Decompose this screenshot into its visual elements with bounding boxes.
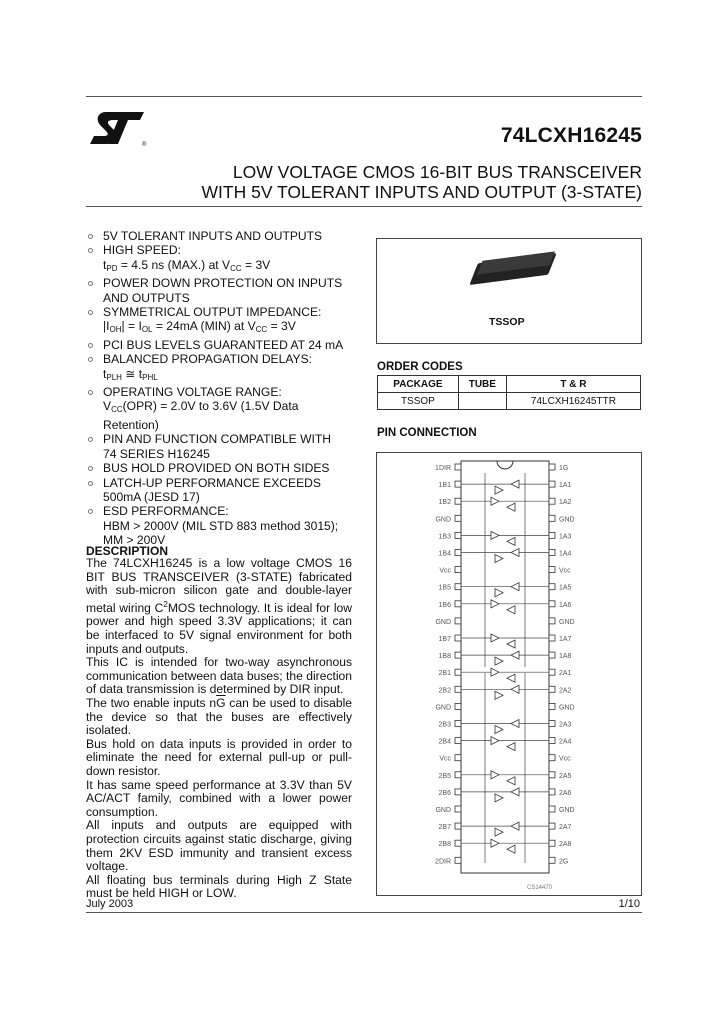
pin-right xyxy=(549,772,555,778)
pin-label-right: 2A5 xyxy=(559,772,572,780)
buffer-triangle xyxy=(507,606,515,614)
pin-right xyxy=(549,703,555,709)
order-codes-title: ORDER CODES xyxy=(377,361,463,373)
pin-right xyxy=(549,789,555,795)
buffer-triangle xyxy=(495,726,503,734)
feature-item: PCI BUS LEVELS GUARANTEED AT 24 mA xyxy=(88,338,368,352)
footer-rule xyxy=(86,912,642,913)
pin-label-right: GND xyxy=(559,618,575,626)
pin-left xyxy=(455,721,461,727)
buffer-triangle xyxy=(491,600,499,608)
pin-label-left: 2B7 xyxy=(438,824,451,832)
feature-item: LATCH-UP PERFORMANCE EXCEEDS 500mA (JESD 17) xyxy=(88,476,368,505)
subtitle-line-2: WITH 5V TOLERANT INPUTS AND OUTPUT (3-STATE) xyxy=(201,182,642,202)
description-body: The 74LCXH16245 is a low voltage CMOS 16 BIT BUS TRANSCEIVER (3-STATE) fabricated with sub-micron silicon gate and double-layer metal wiring $C^2MOS$ technology. It is ideal for low power and high speed 3.3V applications; it can be interfaced to 5V signal environment for both inputs and outputs. This IC is intended for two-way asynchronous communication between data buses; the direction of data transmission is determined by DIR input. The two enable inputs $n\overline{G}$ can be used to disable the device so that the buses are effectively isolated. Bus hold on data inputs is provided in order to eliminate the need for external pull-up or pull-down resistor. It has same speed performance at 3.3V than 5V AC/ACT family, combined with a lower power consumption. All inputs and outputs are equipped with protection circuits against static discharge, giving them 2KV ESD immunity and transient excess voltage. All floating bus terminals during High Z State must be held HIGH or LOW. xyxy=(86,556,352,901)
buffer-triangle xyxy=(507,674,515,682)
feature-item: HIGH SPEED: tPD = 4.5 ns (MAX.) at VCC = 3V xyxy=(88,243,368,276)
pin-label-right: 2A3 xyxy=(559,721,572,729)
pin-left xyxy=(455,789,461,795)
title-rule xyxy=(86,206,642,207)
ic-body xyxy=(461,461,549,873)
top-rule xyxy=(86,96,642,97)
buffer-triangle xyxy=(495,589,503,597)
feature-item: SYMMETRICAL OUTPUT IMPEDANCE: |IOH| = IOL = 24mA (MIN) at VCC = 3V xyxy=(88,305,368,338)
pin-label-right: 2A4 xyxy=(559,738,572,746)
pin-label-left: 1B7 xyxy=(438,636,451,643)
pin-left xyxy=(455,498,461,504)
pin-right xyxy=(549,686,555,692)
pin-label-left: 2B1 xyxy=(438,670,451,678)
pin-label-right: 2A8 xyxy=(559,841,572,849)
pin-label-right: 1A2 xyxy=(559,499,572,507)
buffer-triangle xyxy=(507,777,515,785)
order-header: PACKAGE xyxy=(378,376,459,393)
pin-label-right: 2A2 xyxy=(559,687,572,695)
buffer-triangle xyxy=(495,691,503,699)
buffer-triangle xyxy=(511,822,519,830)
pin-right xyxy=(549,823,555,829)
footer-date: July 2003 xyxy=(86,898,134,910)
pin-connection-box xyxy=(376,452,642,896)
buffer-triangle xyxy=(511,583,519,591)
pin-label-right: Vcc xyxy=(559,567,571,575)
pin-right xyxy=(549,721,555,727)
pin-label-right: 1A5 xyxy=(559,584,572,592)
pin-right xyxy=(549,652,555,658)
buffer-triangle xyxy=(511,720,519,728)
pin-left xyxy=(455,772,461,778)
pin-label-right: 1G xyxy=(559,465,569,472)
feature-item: OPERATING VOLTAGE RANGE: VCC(OPR) = 2.0V to 3.6V (1.5V Data Retention) xyxy=(88,385,368,432)
pin-label-right: 1A4 xyxy=(559,550,572,558)
pin-label-left: 1B8 xyxy=(438,653,451,661)
pin-label-left: 1B5 xyxy=(438,584,451,592)
pin-right xyxy=(549,498,555,504)
pin-label-left: 2B3 xyxy=(438,721,451,729)
pin-label-left: 1B2 xyxy=(438,499,451,507)
buffer-triangle xyxy=(507,845,515,853)
pin-label-right: GND xyxy=(559,516,575,524)
pin-label-right: 1A6 xyxy=(559,601,572,609)
buffer-triangle xyxy=(507,537,515,545)
pin-left xyxy=(455,669,461,675)
buffer-triangle xyxy=(511,651,519,659)
pin-label-left: GND xyxy=(435,704,451,712)
pin-label-left: 2B6 xyxy=(438,789,451,797)
buffer-triangle xyxy=(491,531,499,539)
pin-label-right: 2A1 xyxy=(559,670,572,678)
buffer-triangle xyxy=(491,497,499,505)
pin-label-left: Vcc xyxy=(439,567,451,575)
pin-right xyxy=(549,601,555,607)
pin-label-right: 1A3 xyxy=(559,533,572,541)
pin-connection-title: PIN CONNECTION xyxy=(377,427,477,439)
pin-right xyxy=(549,481,555,487)
pin-left xyxy=(455,806,461,812)
svg-text:®: ® xyxy=(142,142,147,148)
buffer-triangle xyxy=(491,771,499,779)
pin-label-left: 1DIR xyxy=(435,465,451,472)
pin-label-left: 1B6 xyxy=(438,601,451,609)
pin-left xyxy=(455,857,461,863)
buffer-triangle xyxy=(491,634,499,642)
pin-right xyxy=(549,532,555,538)
pin-label-right: 2A6 xyxy=(559,789,572,797)
pin-right xyxy=(549,738,555,744)
feature-item: 5V TOLERANT INPUTS AND OUTPUTS xyxy=(88,229,368,243)
buffer-triangle xyxy=(511,480,519,488)
order-cell: 74LCXH16245TTR xyxy=(506,393,640,410)
pin-label-right: Vcc xyxy=(559,755,571,763)
pin-connection-diagram xyxy=(377,453,641,895)
pin-right xyxy=(549,635,555,641)
buffer-triangle xyxy=(507,743,515,751)
package-label: TSSOP xyxy=(489,316,525,328)
pin-left xyxy=(455,652,461,658)
buffer-triangle xyxy=(495,555,503,563)
order-header: T & R xyxy=(506,376,640,393)
pin-right xyxy=(549,567,555,573)
feature-item: BALANCED PROPAGATION DELAYS: tPLH ≅ tPHL xyxy=(88,352,368,385)
pin-left xyxy=(455,532,461,538)
pin-right xyxy=(549,755,555,761)
pin-label-left: 2B2 xyxy=(438,687,451,695)
pin-label-right: GND xyxy=(559,704,575,712)
pin-label-right: 2A7 xyxy=(559,824,572,832)
pin-left xyxy=(455,686,461,692)
buffer-triangle xyxy=(507,640,515,648)
buffer-triangle xyxy=(511,685,519,693)
pin-right xyxy=(549,618,555,624)
pin-left xyxy=(455,601,461,607)
pin-left xyxy=(455,515,461,521)
pin-label-left: 1B3 xyxy=(438,533,451,541)
buffer-triangle xyxy=(495,794,503,802)
pin-label-right: 1A7 xyxy=(559,636,572,643)
ic-notch xyxy=(497,461,513,469)
pin-right xyxy=(549,584,555,590)
buffer-triangle xyxy=(495,486,503,494)
pin-label-right: 1A1 xyxy=(559,482,572,490)
pin-label-left: Vcc xyxy=(439,755,451,763)
pin-left xyxy=(455,481,461,487)
pin-label-left: 2DIR xyxy=(435,858,451,866)
pin-right xyxy=(549,857,555,863)
pin-label-left: 2B5 xyxy=(438,772,451,780)
pin-left xyxy=(455,738,461,744)
buffer-triangle xyxy=(511,549,519,557)
pin-left xyxy=(455,618,461,624)
pin-label-left: 2B8 xyxy=(438,841,451,849)
pin-label-right: 1A8 xyxy=(559,653,572,661)
order-cell: TSSOP xyxy=(378,393,459,410)
pin-label-left: GND xyxy=(435,618,451,626)
pin-left xyxy=(455,635,461,641)
feature-item: BUS HOLD PROVIDED ON BOTH SIDES xyxy=(88,461,368,475)
pin-right xyxy=(549,669,555,675)
subtitle-line-1: LOW VOLTAGE CMOS 16-BIT BUS TRANSCEIVER xyxy=(232,162,642,182)
page-number: 1/10 xyxy=(618,898,640,910)
pin-label-left: 2B4 xyxy=(438,738,451,746)
pin-right xyxy=(549,515,555,521)
feature-item: ESD PERFORMANCE: HBM > 2000V (MIL STD 883 method 3015); MM > 200V xyxy=(88,504,368,547)
feature-list xyxy=(88,229,368,548)
order-codes-table xyxy=(377,375,641,410)
buffer-triangle xyxy=(507,503,515,511)
pin-right xyxy=(549,464,555,470)
part-number: 74LCXH16245 xyxy=(500,124,642,147)
buffer-triangle xyxy=(491,839,499,847)
package-image-box xyxy=(376,238,642,344)
pin-label-right: 2G xyxy=(559,858,569,866)
order-cell xyxy=(458,393,506,410)
feature-item: POWER DOWN PROTECTION ON INPUTS AND OUTPUTS xyxy=(88,276,368,305)
pin-label-right: GND xyxy=(559,807,575,814)
description-heading: DESCRIPTION xyxy=(86,544,169,558)
pin-left xyxy=(455,550,461,556)
pin-left xyxy=(455,584,461,590)
buffer-triangle xyxy=(491,737,499,745)
pin-left xyxy=(455,840,461,846)
buffer-triangle xyxy=(495,657,503,665)
pin-label-left: GND xyxy=(435,516,451,524)
figure-code: CS14470 xyxy=(527,885,553,891)
pin-left xyxy=(455,703,461,709)
st-logo xyxy=(88,108,148,148)
buffer-triangle xyxy=(511,788,519,796)
pin-right xyxy=(549,840,555,846)
buffer-triangle xyxy=(491,668,499,676)
buffer-triangle xyxy=(495,828,503,836)
pin-label-left: 1B1 xyxy=(438,482,451,490)
pin-label-left: GND xyxy=(435,807,451,814)
pin-right xyxy=(549,806,555,812)
feature-item: PIN AND FUNCTION COMPATIBLE WITH 74 SERIES H16245 xyxy=(88,432,368,461)
order-header: TUBE xyxy=(458,376,506,393)
pin-left xyxy=(455,464,461,470)
pin-left xyxy=(455,755,461,761)
pin-right xyxy=(549,550,555,556)
pin-left xyxy=(455,567,461,573)
pin-left xyxy=(455,823,461,829)
pin-label-left: 1B4 xyxy=(438,550,451,558)
